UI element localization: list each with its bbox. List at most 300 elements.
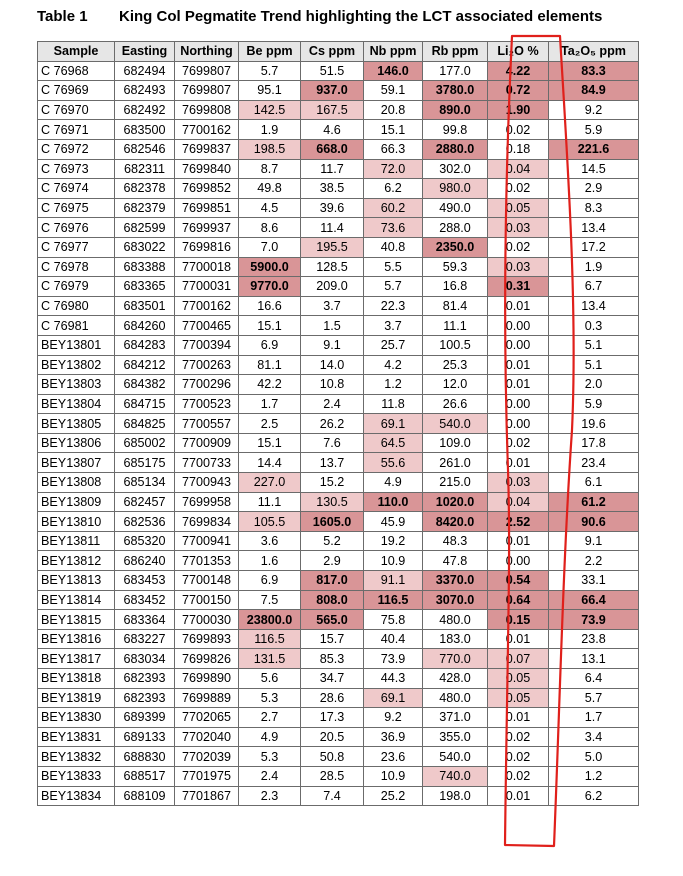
cell-be: 1.9	[239, 120, 301, 140]
table-row	[38, 277, 639, 297]
cell-be: 5.3	[239, 688, 301, 708]
cell-cs: 2.9	[301, 551, 364, 571]
cell-cs: 11.4	[301, 218, 364, 238]
cell-rb: 490.0	[423, 198, 488, 218]
cell-rb: 3370.0	[423, 571, 488, 591]
cell-cs: 7.6	[301, 433, 364, 453]
table-row	[38, 61, 639, 81]
cell-ta2o5: 17.8	[549, 433, 639, 453]
cell-li2o: 0.02	[488, 727, 549, 747]
cell-li2o: 0.54	[488, 571, 549, 591]
cell-be: 142.5	[239, 100, 301, 120]
cell-nb: 3.7	[364, 316, 423, 336]
cell-nb: 36.9	[364, 727, 423, 747]
col-header-be: Be ppm	[239, 42, 301, 62]
cell-li2o: 0.02	[488, 179, 549, 199]
cell-easting: 682311	[115, 159, 175, 179]
table-row	[38, 257, 639, 277]
cell-easting: 688109	[115, 786, 175, 806]
col-header-ta2o5: Ta₂O₅ ppm	[549, 42, 639, 62]
cell-li2o: 0.00	[488, 394, 549, 414]
cell-cs: 565.0	[301, 610, 364, 630]
cell-li2o: 4.22	[488, 61, 549, 81]
cell-be: 5.6	[239, 669, 301, 689]
cell-rb: 26.6	[423, 394, 488, 414]
cell-cs: 167.5	[301, 100, 364, 120]
cell-li2o: 1.90	[488, 100, 549, 120]
cell-cs: 2.4	[301, 394, 364, 414]
cell-northing: 7699808	[175, 100, 239, 120]
cell-li2o: 0.01	[488, 531, 549, 551]
cell-sample: C 76968	[38, 61, 115, 81]
cell-northing: 7700150	[175, 590, 239, 610]
cell-nb: 91.1	[364, 571, 423, 591]
cell-rb: 2350.0	[423, 237, 488, 257]
cell-sample: C 76976	[38, 218, 115, 238]
cell-ta2o5: 19.6	[549, 414, 639, 434]
cell-northing: 7699807	[175, 81, 239, 101]
cell-sample: C 76969	[38, 81, 115, 101]
cell-be: 2.4	[239, 766, 301, 786]
cell-cs: 1605.0	[301, 512, 364, 532]
cell-northing: 7699893	[175, 629, 239, 649]
cell-rb: 16.8	[423, 277, 488, 297]
cell-nb: 64.5	[364, 433, 423, 453]
cell-cs: 14.0	[301, 355, 364, 375]
cell-be: 23800.0	[239, 610, 301, 630]
table-row	[38, 159, 639, 179]
cell-be: 8.7	[239, 159, 301, 179]
cell-ta2o5: 221.6	[549, 139, 639, 159]
cell-cs: 51.5	[301, 61, 364, 81]
cell-rb: 12.0	[423, 375, 488, 395]
cell-sample: BEY13808	[38, 473, 115, 493]
cell-nb: 60.2	[364, 198, 423, 218]
cell-cs: 17.3	[301, 708, 364, 728]
cell-easting: 682457	[115, 492, 175, 512]
table-row	[38, 198, 639, 218]
cell-sample: BEY13804	[38, 394, 115, 414]
col-header-nb: Nb ppm	[364, 42, 423, 62]
cell-easting: 684283	[115, 335, 175, 355]
cell-easting: 683500	[115, 120, 175, 140]
cell-cs: 7.4	[301, 786, 364, 806]
cell-northing: 7699837	[175, 139, 239, 159]
cell-easting: 682393	[115, 688, 175, 708]
cell-cs: 3.7	[301, 296, 364, 316]
cell-sample: C 76981	[38, 316, 115, 336]
cell-rb: 81.4	[423, 296, 488, 316]
cell-easting: 683388	[115, 257, 175, 277]
cell-sample: BEY13815	[38, 610, 115, 630]
table-row	[38, 727, 639, 747]
table-row	[38, 139, 639, 159]
cell-ta2o5: 61.2	[549, 492, 639, 512]
cell-rb: 11.1	[423, 316, 488, 336]
cell-ta2o5: 66.4	[549, 590, 639, 610]
col-header-easting: Easting	[115, 42, 175, 62]
table-number: Table 1	[37, 8, 88, 25]
cell-be: 5.7	[239, 61, 301, 81]
cell-li2o: 0.01	[488, 453, 549, 473]
cell-sample: BEY13814	[38, 590, 115, 610]
cell-li2o: 0.02	[488, 120, 549, 140]
table-row	[38, 218, 639, 238]
cell-be: 6.9	[239, 571, 301, 591]
cell-easting: 683501	[115, 296, 175, 316]
cell-cs: 668.0	[301, 139, 364, 159]
cell-cs: 34.7	[301, 669, 364, 689]
cell-rb: 47.8	[423, 551, 488, 571]
cell-nb: 146.0	[364, 61, 423, 81]
cell-nb: 59.1	[364, 81, 423, 101]
col-header-rb: Rb ppm	[423, 42, 488, 62]
cell-be: 1.6	[239, 551, 301, 571]
cell-rb: 371.0	[423, 708, 488, 728]
cell-be: 49.8	[239, 179, 301, 199]
cell-sample: BEY13811	[38, 531, 115, 551]
cell-cs: 85.3	[301, 649, 364, 669]
cell-li2o: 0.03	[488, 257, 549, 277]
cell-ta2o5: 17.2	[549, 237, 639, 257]
cell-li2o: 0.00	[488, 414, 549, 434]
cell-be: 7.0	[239, 237, 301, 257]
col-header-sample: Sample	[38, 42, 115, 62]
table-row	[38, 453, 639, 473]
cell-ta2o5: 5.0	[549, 747, 639, 767]
cell-li2o: 0.00	[488, 316, 549, 336]
cell-li2o: 0.05	[488, 688, 549, 708]
pegmatite-table	[37, 41, 639, 806]
cell-northing: 7700031	[175, 277, 239, 297]
cell-easting: 682379	[115, 198, 175, 218]
cell-nb: 4.2	[364, 355, 423, 375]
table-row	[38, 394, 639, 414]
cell-be: 2.5	[239, 414, 301, 434]
cell-easting: 682599	[115, 218, 175, 238]
cell-cs: 937.0	[301, 81, 364, 101]
cell-cs: 38.5	[301, 179, 364, 199]
cell-sample: BEY13809	[38, 492, 115, 512]
cell-northing: 7699889	[175, 688, 239, 708]
table-row	[38, 551, 639, 571]
cell-cs: 209.0	[301, 277, 364, 297]
cell-ta2o5: 2.0	[549, 375, 639, 395]
cell-li2o: 0.00	[488, 551, 549, 571]
cell-ta2o5: 13.4	[549, 296, 639, 316]
cell-sample: BEY13832	[38, 747, 115, 767]
cell-ta2o5: 2.2	[549, 551, 639, 571]
cell-li2o: 0.01	[488, 708, 549, 728]
cell-sample: C 76970	[38, 100, 115, 120]
cell-rb: 183.0	[423, 629, 488, 649]
cell-be: 15.1	[239, 316, 301, 336]
cell-sample: C 76973	[38, 159, 115, 179]
cell-li2o: 0.02	[488, 766, 549, 786]
table-row	[38, 179, 639, 199]
cell-sample: BEY13819	[38, 688, 115, 708]
col-header-cs: Cs ppm	[301, 42, 364, 62]
cell-rb: 890.0	[423, 100, 488, 120]
cell-ta2o5: 83.3	[549, 61, 639, 81]
table-row	[38, 571, 639, 591]
cell-li2o: 0.03	[488, 473, 549, 493]
cell-be: 5.3	[239, 747, 301, 767]
cell-ta2o5: 13.1	[549, 649, 639, 669]
cell-rb: 109.0	[423, 433, 488, 453]
cell-li2o: 0.01	[488, 786, 549, 806]
cell-sample: BEY13802	[38, 355, 115, 375]
cell-northing: 7699890	[175, 669, 239, 689]
cell-li2o: 0.07	[488, 649, 549, 669]
cell-cs: 4.6	[301, 120, 364, 140]
table-row	[38, 316, 639, 336]
cell-sample: BEY13803	[38, 375, 115, 395]
cell-rb: 3780.0	[423, 81, 488, 101]
table-title: King Col Pegmatite Trend highlighting the LCT associated elements	[119, 8, 603, 25]
cell-rb: 59.3	[423, 257, 488, 277]
cell-nb: 72.0	[364, 159, 423, 179]
cell-li2o: 0.72	[488, 81, 549, 101]
table-row	[38, 414, 639, 434]
cell-northing: 7700162	[175, 120, 239, 140]
cell-cs: 28.5	[301, 766, 364, 786]
cell-nb: 69.1	[364, 688, 423, 708]
cell-li2o: 0.15	[488, 610, 549, 630]
table-row	[38, 629, 639, 649]
cell-sample: BEY13816	[38, 629, 115, 649]
cell-rb: 480.0	[423, 688, 488, 708]
cell-northing: 7699840	[175, 159, 239, 179]
cell-northing: 7700394	[175, 335, 239, 355]
cell-ta2o5: 13.4	[549, 218, 639, 238]
cell-nb: 40.8	[364, 237, 423, 257]
cell-northing: 7700557	[175, 414, 239, 434]
cell-nb: 55.6	[364, 453, 423, 473]
cell-ta2o5: 73.9	[549, 610, 639, 630]
cell-northing: 7700162	[175, 296, 239, 316]
cell-nb: 44.3	[364, 669, 423, 689]
cell-be: 7.5	[239, 590, 301, 610]
cell-nb: 4.9	[364, 473, 423, 493]
table-row	[38, 473, 639, 493]
cell-northing: 7699958	[175, 492, 239, 512]
cell-rb: 540.0	[423, 747, 488, 767]
cell-rb: 428.0	[423, 669, 488, 689]
cell-ta2o5: 23.4	[549, 453, 639, 473]
cell-rb: 100.5	[423, 335, 488, 355]
cell-easting: 684825	[115, 414, 175, 434]
cell-easting: 683452	[115, 590, 175, 610]
cell-li2o: 0.02	[488, 237, 549, 257]
cell-easting: 683227	[115, 629, 175, 649]
cell-easting: 684212	[115, 355, 175, 375]
cell-cs: 15.2	[301, 473, 364, 493]
cell-cs: 9.1	[301, 335, 364, 355]
cell-northing: 7701867	[175, 786, 239, 806]
cell-be: 105.5	[239, 512, 301, 532]
cell-easting: 685134	[115, 473, 175, 493]
cell-sample: BEY13806	[38, 433, 115, 453]
cell-sample: C 76978	[38, 257, 115, 277]
cell-rb: 288.0	[423, 218, 488, 238]
cell-easting: 682494	[115, 61, 175, 81]
cell-be: 16.6	[239, 296, 301, 316]
table-row	[38, 669, 639, 689]
cell-li2o: 0.18	[488, 139, 549, 159]
cell-ta2o5: 6.2	[549, 786, 639, 806]
cell-li2o: 0.01	[488, 355, 549, 375]
cell-northing: 7700941	[175, 531, 239, 551]
cell-rb: 540.0	[423, 414, 488, 434]
cell-rb: 99.8	[423, 120, 488, 140]
cell-be: 1.7	[239, 394, 301, 414]
cell-sample: C 76977	[38, 237, 115, 257]
cell-cs: 128.5	[301, 257, 364, 277]
cell-cs: 50.8	[301, 747, 364, 767]
cell-northing: 7700523	[175, 394, 239, 414]
cell-ta2o5: 84.9	[549, 81, 639, 101]
cell-cs: 28.6	[301, 688, 364, 708]
cell-sample: BEY13812	[38, 551, 115, 571]
cell-li2o: 0.04	[488, 159, 549, 179]
cell-ta2o5: 5.7	[549, 688, 639, 708]
cell-sample: C 76972	[38, 139, 115, 159]
cell-nb: 19.2	[364, 531, 423, 551]
cell-northing: 7699826	[175, 649, 239, 669]
cell-ta2o5: 1.2	[549, 766, 639, 786]
cell-northing: 7702040	[175, 727, 239, 747]
cell-sample: C 76979	[38, 277, 115, 297]
cell-nb: 25.2	[364, 786, 423, 806]
table-row	[38, 512, 639, 532]
table-row	[38, 237, 639, 257]
table-row	[38, 81, 639, 101]
cell-be: 198.5	[239, 139, 301, 159]
table-row	[38, 492, 639, 512]
cell-nb: 1.2	[364, 375, 423, 395]
col-header-li2o: Li₂O %	[488, 42, 549, 62]
cell-northing: 7700465	[175, 316, 239, 336]
cell-ta2o5: 5.1	[549, 335, 639, 355]
cell-nb: 73.6	[364, 218, 423, 238]
cell-cs: 20.5	[301, 727, 364, 747]
table-row	[38, 120, 639, 140]
table-row	[38, 433, 639, 453]
table-row	[38, 747, 639, 767]
cell-rb: 25.3	[423, 355, 488, 375]
cell-nb: 10.9	[364, 551, 423, 571]
table-row	[38, 766, 639, 786]
cell-be: 15.1	[239, 433, 301, 453]
cell-easting: 683365	[115, 277, 175, 297]
cell-northing: 7700148	[175, 571, 239, 591]
table-row	[38, 610, 639, 630]
cell-ta2o5: 6.7	[549, 277, 639, 297]
cell-be: 227.0	[239, 473, 301, 493]
table-row	[38, 708, 639, 728]
cell-cs: 10.8	[301, 375, 364, 395]
cell-nb: 5.5	[364, 257, 423, 277]
cell-rb: 48.3	[423, 531, 488, 551]
cell-rb: 302.0	[423, 159, 488, 179]
cell-cs: 130.5	[301, 492, 364, 512]
cell-easting: 683453	[115, 571, 175, 591]
cell-be: 81.1	[239, 355, 301, 375]
cell-nb: 9.2	[364, 708, 423, 728]
cell-easting: 682492	[115, 100, 175, 120]
table-row	[38, 296, 639, 316]
cell-rb: 355.0	[423, 727, 488, 747]
cell-sample: C 76975	[38, 198, 115, 218]
cell-northing: 7700943	[175, 473, 239, 493]
cell-li2o: 0.01	[488, 375, 549, 395]
cell-be: 11.1	[239, 492, 301, 512]
cell-sample: BEY13813	[38, 571, 115, 591]
cell-easting: 682393	[115, 669, 175, 689]
cell-rb: 215.0	[423, 473, 488, 493]
cell-cs: 11.7	[301, 159, 364, 179]
table-row	[38, 649, 639, 669]
cell-sample: BEY13818	[38, 669, 115, 689]
cell-northing: 7699807	[175, 61, 239, 81]
cell-li2o: 0.05	[488, 198, 549, 218]
cell-ta2o5: 5.9	[549, 120, 639, 140]
table-row	[38, 590, 639, 610]
cell-cs: 15.7	[301, 629, 364, 649]
cell-nb: 45.9	[364, 512, 423, 532]
cell-be: 5900.0	[239, 257, 301, 277]
cell-be: 2.3	[239, 786, 301, 806]
cell-northing: 7700018	[175, 257, 239, 277]
table-row	[38, 688, 639, 708]
cell-easting: 685002	[115, 433, 175, 453]
cell-nb: 23.6	[364, 747, 423, 767]
cell-ta2o5: 33.1	[549, 571, 639, 591]
cell-ta2o5: 8.3	[549, 198, 639, 218]
cell-northing: 7700909	[175, 433, 239, 453]
cell-nb: 40.4	[364, 629, 423, 649]
cell-be: 9770.0	[239, 277, 301, 297]
cell-rb: 261.0	[423, 453, 488, 473]
cell-be: 14.4	[239, 453, 301, 473]
cell-ta2o5: 9.1	[549, 531, 639, 551]
cell-ta2o5: 1.7	[549, 708, 639, 728]
cell-li2o: 0.04	[488, 492, 549, 512]
cell-be: 3.6	[239, 531, 301, 551]
cell-sample: C 76971	[38, 120, 115, 140]
cell-cs: 26.2	[301, 414, 364, 434]
cell-ta2o5: 5.9	[549, 394, 639, 414]
cell-easting: 685175	[115, 453, 175, 473]
cell-be: 42.2	[239, 375, 301, 395]
cell-northing: 7702039	[175, 747, 239, 767]
cell-nb: 110.0	[364, 492, 423, 512]
cell-be: 8.6	[239, 218, 301, 238]
cell-easting: 683022	[115, 237, 175, 257]
cell-easting: 683364	[115, 610, 175, 630]
cell-nb: 22.3	[364, 296, 423, 316]
cell-northing: 7699851	[175, 198, 239, 218]
cell-ta2o5: 5.1	[549, 355, 639, 375]
cell-easting: 682536	[115, 512, 175, 532]
cell-nb: 69.1	[364, 414, 423, 434]
cell-rb: 177.0	[423, 61, 488, 81]
cell-ta2o5: 90.6	[549, 512, 639, 532]
table-row	[38, 786, 639, 806]
cell-sample: BEY13830	[38, 708, 115, 728]
cell-rb: 1020.0	[423, 492, 488, 512]
